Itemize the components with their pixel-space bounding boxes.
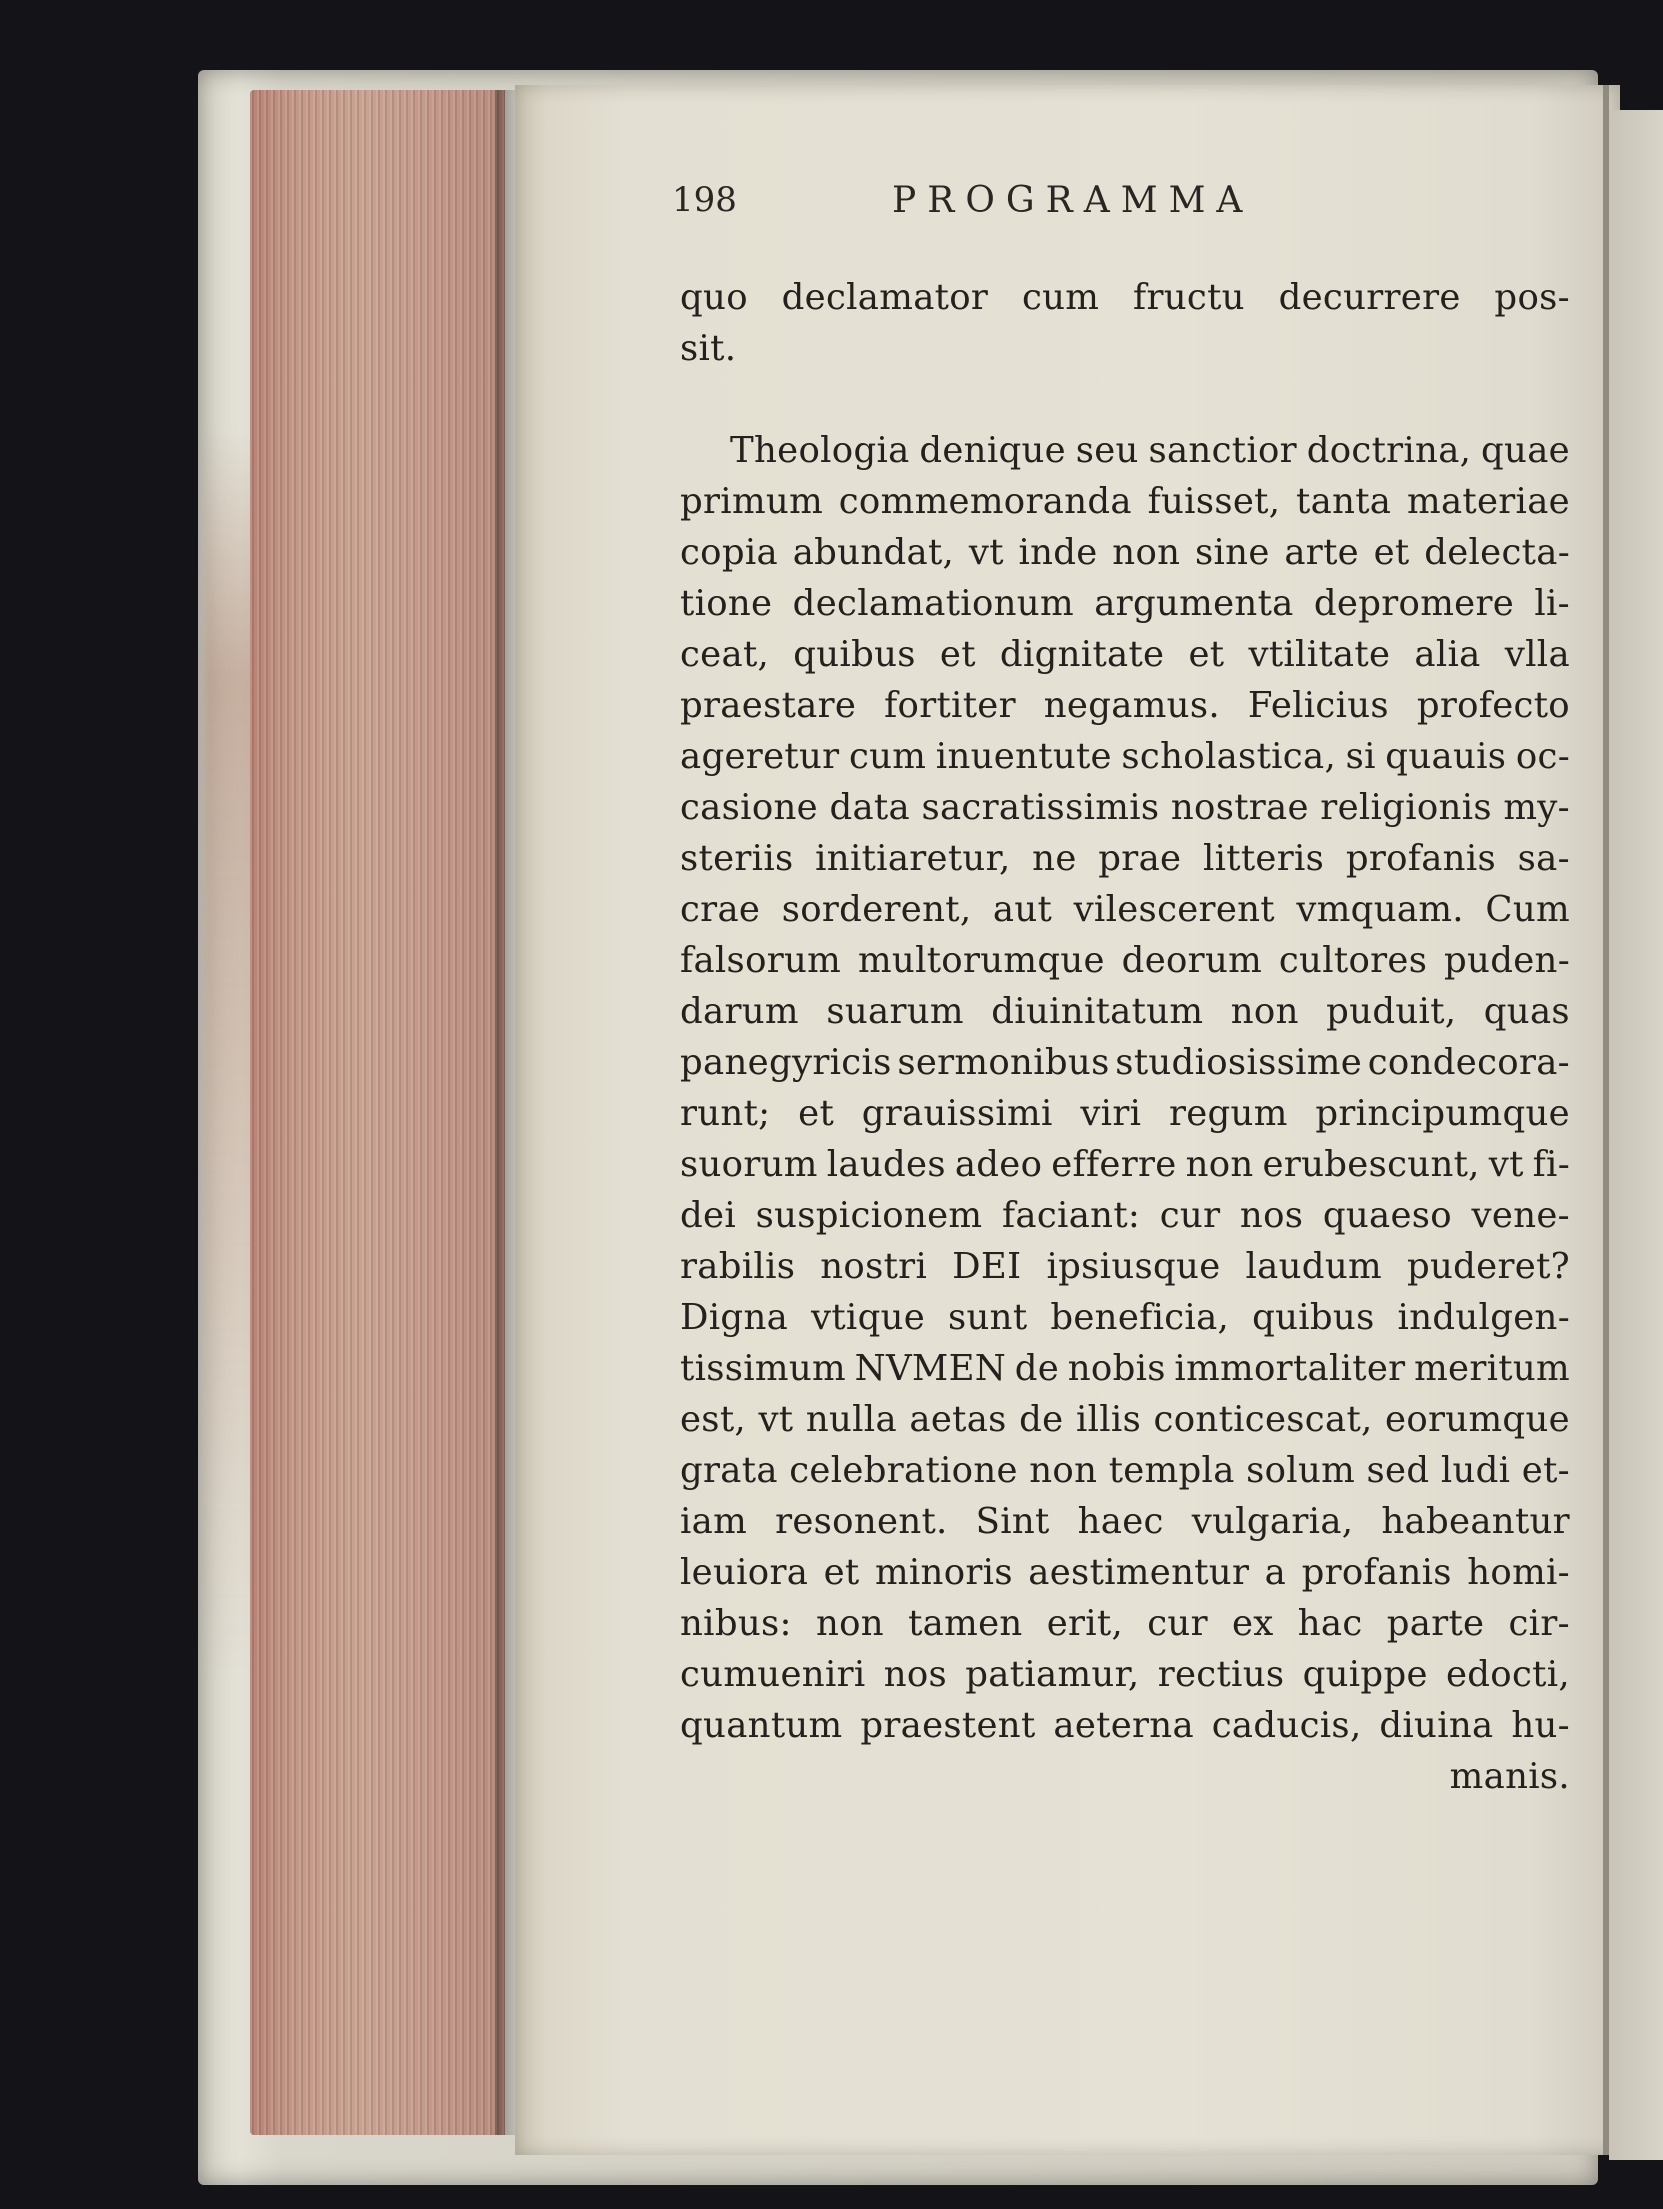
word: grata	[680, 1450, 778, 1491]
word: cur	[1147, 1603, 1208, 1644]
word: profanis	[1345, 838, 1497, 879]
text-line	[680, 476, 1570, 527]
word: et	[939, 634, 976, 675]
word: cur	[1159, 1195, 1221, 1236]
word: quaeso	[1322, 1195, 1452, 1236]
word: et	[823, 1552, 860, 1593]
word: laudes	[826, 1144, 946, 1185]
word: panegyricis	[680, 1042, 892, 1083]
word: quae	[1481, 430, 1570, 471]
word: vilescerent	[1073, 889, 1275, 930]
word: my-	[1503, 787, 1570, 828]
page-fore-edge	[250, 90, 505, 2135]
word: quibus	[793, 634, 916, 675]
word: quibus	[1252, 1297, 1375, 1338]
word: solum	[1246, 1450, 1356, 1491]
word: laudum	[1245, 1246, 1382, 1287]
word: vt	[1488, 1144, 1524, 1185]
word: li-	[1534, 583, 1570, 624]
word: non	[1185, 1144, 1254, 1185]
word: indulgen-	[1397, 1297, 1570, 1338]
word: immortaliter	[1174, 1348, 1406, 1389]
word: ipsiusque	[1046, 1246, 1221, 1287]
word: aut	[992, 889, 1053, 930]
word: sorderent,	[781, 889, 972, 930]
word: efferre	[1051, 1144, 1177, 1185]
word: praestare	[680, 685, 857, 726]
word: nostri	[820, 1246, 928, 1287]
word: haec	[1077, 1501, 1164, 1542]
word: non	[1029, 1450, 1098, 1491]
word: decurrere	[1278, 277, 1461, 318]
word: cir-	[1508, 1603, 1570, 1644]
word: tione	[680, 583, 773, 624]
word: fortiter	[884, 685, 1016, 726]
word: iam	[680, 1501, 748, 1542]
word: DEI	[952, 1246, 1022, 1287]
word: diuinitatum	[991, 991, 1204, 1032]
word: pos-	[1494, 277, 1570, 318]
word: nos	[1239, 1195, 1304, 1236]
body-text	[680, 272, 1570, 1802]
word: non	[815, 1603, 884, 1644]
word: argumenta	[1094, 583, 1294, 624]
text-line	[680, 1139, 1570, 1190]
word: abundat,	[792, 532, 955, 573]
word: praestent	[860, 1705, 1036, 1746]
word: resonent.	[775, 1501, 948, 1542]
word: profecto	[1416, 685, 1570, 726]
word: hu-	[1511, 1705, 1570, 1746]
word: steriis	[680, 838, 794, 879]
word: quantum	[680, 1705, 843, 1746]
word: Digna	[680, 1297, 789, 1338]
text-line	[680, 833, 1570, 884]
word: ex	[1231, 1603, 1274, 1644]
word: dei	[680, 1195, 736, 1236]
word: vtique	[811, 1297, 926, 1338]
text-line	[680, 782, 1570, 833]
word: doctrina,	[1306, 430, 1472, 471]
word: quas	[1483, 991, 1570, 1032]
word: alia	[1414, 634, 1481, 675]
word: vmquam.	[1296, 889, 1464, 930]
word: rectius	[1157, 1654, 1285, 1695]
word: tissimum	[680, 1348, 846, 1389]
word: vulgaria,	[1191, 1501, 1354, 1542]
text-line	[680, 323, 1570, 374]
word: et	[798, 1093, 835, 1134]
word: ne	[1032, 838, 1077, 879]
word: parte	[1386, 1603, 1485, 1644]
word: suorum	[680, 1144, 818, 1185]
word: religionis	[1320, 787, 1492, 828]
word: fi-	[1532, 1144, 1570, 1185]
word: homi-	[1467, 1552, 1570, 1593]
word: patiamur,	[965, 1654, 1140, 1695]
word: darum	[680, 991, 799, 1032]
word: et-	[1521, 1450, 1570, 1491]
word: principumque	[1315, 1093, 1570, 1134]
word: suarum	[826, 991, 964, 1032]
word: rabilis	[680, 1246, 796, 1287]
word: initiaretur,	[815, 838, 1011, 879]
word: aeterna	[1053, 1705, 1194, 1746]
word: profanis	[1301, 1552, 1452, 1593]
word: litteris	[1202, 838, 1325, 879]
word: suspicionem	[755, 1195, 983, 1236]
word: erubescunt,	[1262, 1144, 1480, 1185]
word: depromere	[1313, 583, 1515, 624]
line-text: sit.	[680, 328, 737, 369]
word: sed	[1366, 1450, 1430, 1491]
word: nibus:	[680, 1603, 792, 1644]
word: de	[1019, 1399, 1064, 1440]
word: templa	[1108, 1450, 1235, 1491]
word: fuisset,	[1147, 481, 1281, 522]
word: casione	[680, 787, 818, 828]
word: meritum	[1414, 1348, 1570, 1389]
word: vt	[758, 1399, 794, 1440]
word: quippe	[1302, 1654, 1428, 1695]
word: data	[829, 787, 910, 828]
word: sa-	[1517, 838, 1570, 879]
catchword: manis.	[1449, 1756, 1570, 1797]
word: aestimentur	[1028, 1552, 1250, 1593]
word: puduit,	[1326, 991, 1457, 1032]
word: nobis	[1067, 1348, 1166, 1389]
running-head	[672, 180, 1392, 230]
word: Theologia	[730, 430, 910, 471]
word: conticescat,	[1153, 1399, 1373, 1440]
text-line	[680, 1190, 1570, 1241]
word: leuiora	[680, 1552, 809, 1593]
word: vlla	[1504, 634, 1570, 675]
word: viri	[1080, 1093, 1142, 1134]
word: beneficia,	[1050, 1297, 1230, 1338]
word: declamator	[781, 277, 989, 318]
word: studiosissime	[1115, 1042, 1363, 1083]
word: hac	[1297, 1603, 1363, 1644]
text-line	[680, 1292, 1570, 1343]
word: diuina	[1379, 1705, 1494, 1746]
word: dignitate	[999, 634, 1165, 675]
text-line	[680, 1241, 1570, 1292]
word: Cum	[1485, 889, 1570, 930]
word: sine	[1194, 532, 1270, 573]
word: faciant:	[1001, 1195, 1141, 1236]
word: edocti,	[1445, 1654, 1570, 1695]
word: inde	[1018, 532, 1098, 573]
word: materiae	[1406, 481, 1570, 522]
text-line	[680, 1445, 1570, 1496]
word: vtilitate	[1248, 634, 1391, 675]
word: et	[1373, 532, 1410, 573]
word: commemoranda	[838, 481, 1132, 522]
text-line	[680, 1088, 1570, 1139]
word: multorumque	[857, 940, 1105, 981]
text-line	[680, 425, 1570, 476]
text-line	[680, 527, 1570, 578]
word: celebratione	[789, 1450, 1018, 1491]
word: Sint	[975, 1501, 1050, 1542]
word: ludi	[1440, 1450, 1511, 1491]
word: sacratissimis	[921, 787, 1160, 828]
word: puderet?	[1406, 1246, 1570, 1287]
word: non	[1112, 532, 1181, 573]
word: ageretur	[680, 736, 840, 777]
word: nostrae	[1170, 787, 1309, 828]
word: cum	[848, 736, 927, 777]
text-line	[680, 578, 1570, 629]
word: si	[1345, 736, 1376, 777]
word: cumueniri	[680, 1654, 866, 1695]
text-line	[680, 1037, 1570, 1088]
word: caducis,	[1211, 1705, 1362, 1746]
word: condecora-	[1367, 1042, 1570, 1083]
text-line	[680, 680, 1570, 731]
word: est,	[680, 1399, 746, 1440]
word: inuentute	[935, 736, 1112, 777]
word: oc-	[1515, 736, 1570, 777]
word: vene-	[1471, 1195, 1570, 1236]
word: de	[1014, 1348, 1060, 1389]
word: regum	[1168, 1093, 1288, 1134]
text-line	[680, 629, 1570, 680]
word: nulla	[805, 1399, 897, 1440]
text-line	[680, 935, 1570, 986]
word: Felicius	[1247, 685, 1389, 726]
catchword-line	[680, 1751, 1570, 1802]
text-line	[680, 1394, 1570, 1445]
word: puden-	[1444, 940, 1570, 981]
word: quo	[680, 277, 748, 318]
word: seu	[1075, 430, 1139, 471]
word: vt	[968, 532, 1004, 573]
word: declamationum	[792, 583, 1074, 624]
word: denique	[919, 430, 1066, 471]
word: fructu	[1133, 277, 1245, 318]
word: sermonibus	[897, 1042, 1110, 1083]
word: cultores	[1278, 940, 1428, 981]
word: et	[1188, 634, 1225, 675]
word: cum	[1021, 277, 1100, 318]
word: NVMEN	[854, 1348, 1007, 1389]
word: adeo	[954, 1144, 1043, 1185]
word: habeantur	[1381, 1501, 1570, 1542]
word: scholastica,	[1121, 736, 1337, 777]
text-line	[680, 1496, 1570, 1547]
facing-page-edge	[1609, 110, 1663, 2160]
word: quauis	[1385, 736, 1507, 777]
word: crae	[680, 889, 761, 930]
word: negamus.	[1043, 685, 1220, 726]
word: sunt	[948, 1297, 1028, 1338]
word: arte	[1284, 532, 1359, 573]
word: prae	[1098, 838, 1182, 879]
page-number: 198	[672, 180, 737, 220]
word: delecta-	[1424, 532, 1570, 573]
word: non	[1230, 991, 1299, 1032]
text-line	[680, 884, 1570, 935]
text-line	[680, 1343, 1570, 1394]
text-line	[680, 1700, 1570, 1751]
text-line	[680, 1649, 1570, 1700]
text-line	[680, 272, 1570, 323]
word: nos	[883, 1654, 948, 1695]
word: runt;	[680, 1093, 771, 1134]
word: erit,	[1046, 1603, 1124, 1644]
text-line	[680, 1598, 1570, 1649]
word: grauissimi	[861, 1093, 1053, 1134]
text-line	[680, 1547, 1570, 1598]
text-line	[680, 731, 1570, 782]
word: a	[1264, 1552, 1287, 1593]
running-title: PROGRAMMA	[892, 180, 1254, 221]
word: illis	[1075, 1399, 1142, 1440]
word: deorum	[1121, 940, 1263, 981]
word: ceat,	[680, 634, 770, 675]
word: primum	[680, 481, 824, 522]
word: tamen	[908, 1603, 1023, 1644]
word: sanctior	[1148, 430, 1297, 471]
word: minoris	[874, 1552, 1013, 1593]
word: eorumque	[1385, 1399, 1570, 1440]
word: aetas	[909, 1399, 1007, 1440]
paragraph-gap	[680, 374, 1570, 425]
text-line	[680, 986, 1570, 1037]
word: falsorum	[680, 940, 842, 981]
word: copia	[680, 532, 778, 573]
word: tanta	[1296, 481, 1392, 522]
